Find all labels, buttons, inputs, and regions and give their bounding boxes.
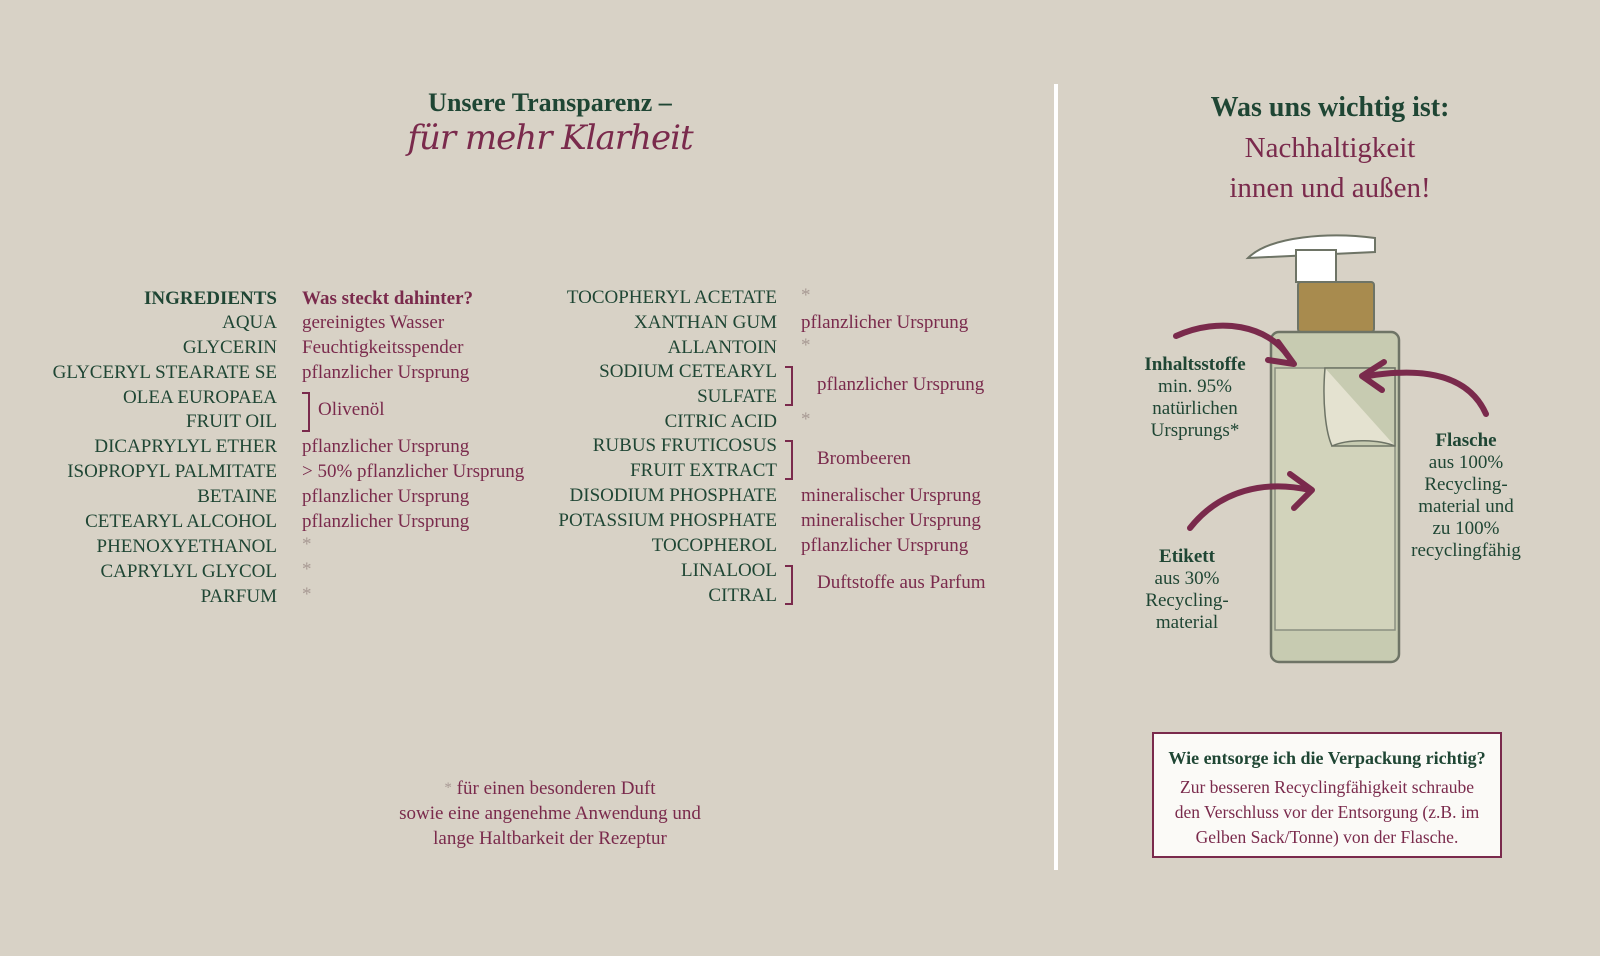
- footnote: [360, 776, 740, 851]
- asterisk: *: [801, 409, 811, 430]
- asterisk: *: [302, 584, 312, 605]
- bracket: [785, 565, 793, 605]
- callout-line: Recycling-: [1424, 474, 1508, 495]
- ingredient-desc: Brombeeren: [817, 448, 911, 469]
- disposal-info-box: [1152, 732, 1502, 858]
- callout-label: [1132, 546, 1242, 634]
- callout-line: zu 100%: [1432, 518, 1500, 539]
- subtitle-line: Nachhaltigkeit: [1244, 132, 1416, 164]
- asterisk: *: [801, 285, 811, 306]
- callout-line: recyclingfähig: [1411, 540, 1521, 561]
- ingredient-name: AQUA: [222, 312, 277, 333]
- ingredient-name: CETEARYL ALCOHOL: [85, 511, 277, 532]
- subtitle-line: innen und außen!: [1229, 172, 1431, 204]
- callout-line: Ursprungs*: [1150, 420, 1240, 441]
- bracket: [302, 392, 310, 432]
- callout-bottle: [1396, 430, 1536, 562]
- footnote-line: lange Haltbarkeit der Rezeptur: [433, 828, 667, 849]
- ingredient-name: FRUIT EXTRACT: [630, 460, 777, 481]
- ingredient-name: CITRIC ACID: [664, 411, 777, 432]
- ingredient-desc: pflanzlicher Ursprung: [801, 535, 969, 556]
- bracket: [785, 440, 793, 480]
- callout-line: natürlichen: [1152, 398, 1238, 419]
- asterisk: *: [444, 780, 452, 796]
- ingredient-name: TOCOPHERYL ACETATE: [566, 287, 777, 308]
- ingredient-desc: pflanzlicher Ursprung: [817, 374, 985, 395]
- callout-line: material: [1155, 612, 1219, 633]
- footnote-line: * für einen besonderen Duft: [444, 778, 656, 799]
- callout-title: Inhaltsstoffe: [1144, 354, 1246, 375]
- ingredient-name: CAPRYLYL GLYCOL: [100, 561, 277, 582]
- title-line: Unsere Transparenz –: [428, 88, 672, 117]
- ingredient-name: CITRAL: [708, 585, 777, 606]
- ingredients-header: INGREDIENTS: [143, 288, 277, 309]
- ingredient-desc: pflanzlicher Ursprung: [302, 436, 470, 457]
- asterisk: *: [302, 534, 312, 555]
- callout-line: aus 100%: [1428, 452, 1504, 473]
- description-header: Was steckt dahinter?: [302, 288, 473, 309]
- transparency-title: [380, 88, 720, 158]
- callout-ingredients: [1130, 354, 1260, 442]
- ingredient-name: FRUIT OIL: [186, 411, 277, 432]
- ingredient-desc: mineralischer Ursprung: [801, 510, 981, 531]
- title-line: Was uns wichtig ist:: [1210, 92, 1450, 123]
- disposal-text: Zur besseren Recyclingfähigkeit schraube den Verschluss vor der Entsorgung (z.B. im Gelben Sack/Tonne) von der Flasche.: [1174, 777, 1480, 847]
- ingredient-name: XANTHAN GUM: [633, 312, 777, 333]
- disposal-title: Wie entsorge ich die Verpackung richtig?: [1168, 748, 1486, 768]
- ingredient-name: ISOPROPYL PALMITATE: [67, 461, 277, 482]
- ingredient-desc: pflanzlicher Ursprung: [302, 362, 470, 383]
- ingredient-name: TOCOPHEROL: [651, 535, 777, 556]
- ingredient-desc: pflanzlicher Ursprung: [302, 511, 470, 532]
- ingredient-desc: pflanzlicher Ursprung: [302, 486, 470, 507]
- ingredient-name: POTASSIUM PHOSPHATE: [558, 510, 777, 531]
- column-divider: [1054, 84, 1058, 870]
- sustainability-title: [1170, 88, 1490, 208]
- ingredient-name: PARFUM: [200, 586, 277, 607]
- callout-title: Etikett: [1159, 546, 1215, 567]
- ingredient-name: GLYCERIN: [182, 337, 277, 358]
- ingredient-name: RUBUS FRUTICOSUS: [592, 435, 777, 456]
- ingredient-desc: gereinigtes Wasser: [302, 312, 445, 333]
- ingredient-desc: mineralischer Ursprung: [801, 485, 981, 506]
- callout-line: min. 95%: [1158, 376, 1232, 397]
- ingredient-name: DISODIUM PHOSPHATE: [569, 485, 777, 506]
- ingredient-name: OLEA EUROPAEA: [123, 387, 277, 408]
- ingredient-desc: Olivenöl: [318, 399, 385, 420]
- footnote-line: sowie eine angenehme Anwendung und: [399, 803, 701, 824]
- callout-line: aus 30%: [1154, 568, 1220, 589]
- callout-title: Flasche: [1435, 430, 1497, 451]
- ingredient-name: BETAINE: [197, 486, 277, 507]
- subtitle-script: für mehr Klarheit: [407, 118, 693, 158]
- ingredient-name: PHENOXYETHANOL: [96, 536, 277, 557]
- asterisk: *: [302, 559, 312, 580]
- callout-line: Recycling-: [1145, 590, 1229, 611]
- bracket: [785, 366, 793, 406]
- ingredient-desc: Duftstoffe aus Parfum: [817, 572, 986, 593]
- ingredient-name: SODIUM CETEARYL: [599, 361, 777, 382]
- callout-line: material und: [1418, 496, 1514, 517]
- ingredient-name: GLYCERYL STEARATE SE: [52, 362, 277, 383]
- ingredient-name: DICAPRYLYL ETHER: [94, 436, 277, 457]
- ingredient-name: SULFATE: [697, 386, 777, 407]
- ingredient-name: ALLANTOIN: [667, 337, 777, 358]
- ingredient-desc: pflanzlicher Ursprung: [801, 312, 969, 333]
- ingredient-desc: Feuchtigkeitsspender: [302, 337, 464, 358]
- ingredient-desc: > 50% pflanzlicher Ursprung: [302, 461, 525, 482]
- asterisk: *: [801, 335, 811, 356]
- ingredient-name: LINALOOL: [680, 560, 777, 581]
